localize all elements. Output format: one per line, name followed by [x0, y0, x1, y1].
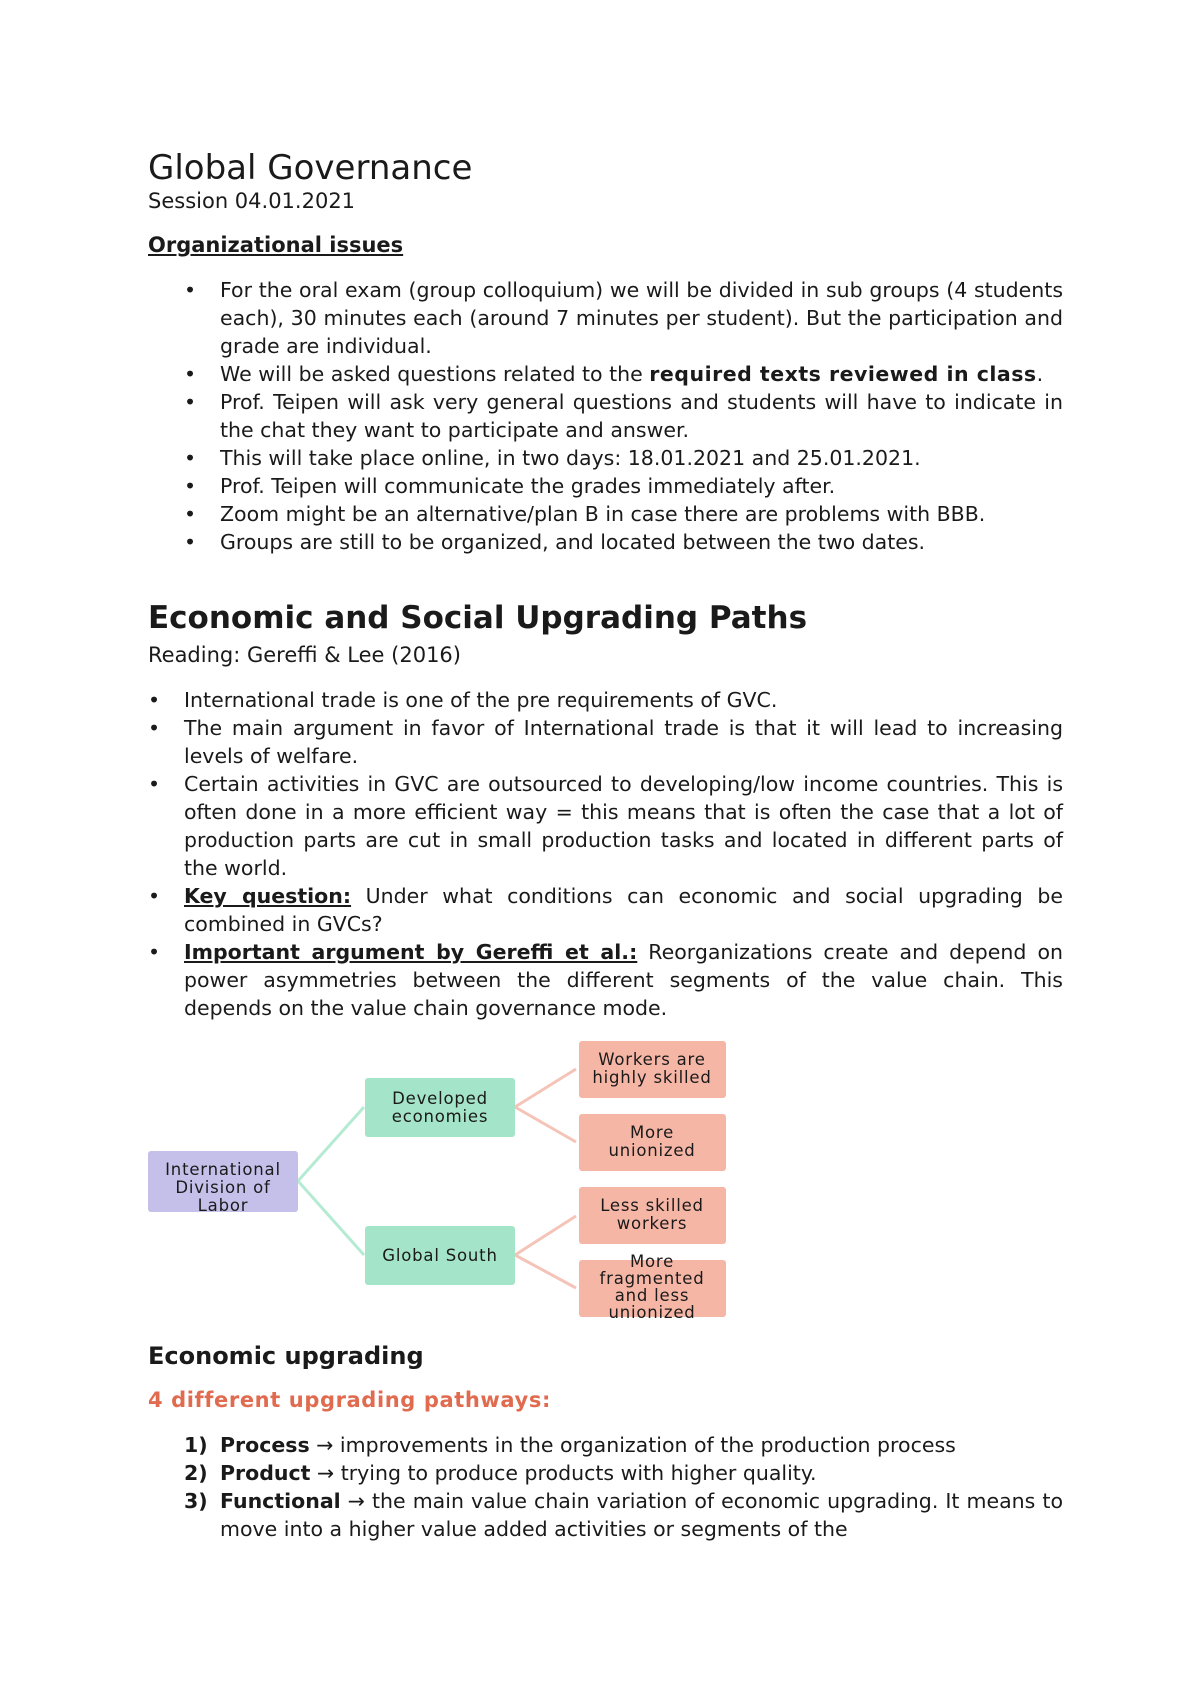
organizational-issues-heading: Organizational issues [148, 233, 404, 257]
leaf-node-line: More [629, 1252, 675, 1271]
leaf-node-line: fragmented [599, 1269, 705, 1288]
bullet-icon: • [148, 884, 161, 908]
leaf-node-line: workers [616, 1214, 688, 1233]
pathways-heading: 4 different upgrading pathways: [148, 1388, 551, 1412]
list-item: 3) Functional → the main value chain variation of economic upgrading. It means to move into a higher value added activities or segments of the [184, 1489, 1063, 1541]
upgrading-pathways-list [148, 1431, 1063, 1543]
bullet-icon: • [148, 688, 161, 712]
list-item: • Certain activities in GVC are outsourced to developing/low income countries. This is often done in a more efficient way = this means that is often the case that a lot of production parts are cut in small production tasks and located in different parts of the world. [148, 772, 1063, 880]
root-node-line: International [165, 1160, 281, 1179]
key-question-label: Key question: [184, 884, 352, 908]
list-item: • Prof. Teipen will communicate the grades immediately after. [184, 474, 836, 498]
root-node-line: Division of [175, 1178, 271, 1197]
list-item: • For the oral exam (group colloquium) we will be divided in sub groups (4 students each), 30 minutes each (around 7 minutes per student). But the participation and grade are individual. [184, 278, 1063, 358]
required-texts-emphasis: required texts reviewed in class [649, 362, 1037, 386]
connector-root-developed [298, 1107, 364, 1255]
leaf-node-line: Workers are [598, 1050, 706, 1069]
list-item: 1) Process → improvements in the organization of the production process [184, 1433, 956, 1457]
arrow-icon: → [316, 1461, 335, 1485]
bullet-icon: • [148, 940, 161, 964]
important-argument-label: Important argument by Gereffi et al.: [184, 940, 638, 964]
economic-upgrading-heading: Economic upgrading [148, 1342, 424, 1370]
list-item: • Groups are still to be organized, and located between the two dates. [184, 530, 926, 554]
bullet-icon: • [184, 530, 197, 554]
upgrading-paths-heading: Economic and Social Upgrading Paths [148, 600, 808, 636]
list-item: • Zoom might be an alternative/plan B in case there are problems with BBB. [184, 502, 986, 526]
leaf-node-less-skilled [579, 1187, 726, 1244]
bullet-icon: • [184, 446, 197, 470]
leaf-node-line: unionized [608, 1303, 696, 1322]
list-item: • This will take place online, in two days: 18.01.2021 and 25.01.2021. [184, 446, 921, 470]
bullet-icon: • [148, 772, 161, 796]
session-date: Session 04.01.2021 [148, 189, 356, 213]
bullet-icon: • [148, 716, 161, 740]
global-south-node [365, 1226, 515, 1285]
leaf-node-unionized [579, 1114, 726, 1171]
list-item: • Important argument by Gereffi et al.: Reorganizations create and depend on power asymmetries between the different segments of the value chain. This depends on the value chain governance mode. [148, 940, 1063, 1020]
bullet-icon: • [184, 390, 197, 414]
bullet-icon: • [184, 502, 197, 526]
connector-south-leaves [515, 1216, 576, 1288]
leaf-node-line: and less [614, 1286, 690, 1305]
developed-node-line: Developed [392, 1089, 488, 1108]
leaf-node-line: More [629, 1123, 675, 1142]
leaf-node-line: Less skilled [600, 1196, 704, 1215]
leaf-node-skilled [579, 1041, 726, 1098]
bullet-icon: • [184, 362, 197, 386]
leaf-node-line: highly skilled [592, 1068, 712, 1087]
upgrading-paths-list [148, 686, 1063, 1022]
connector-developed-leaves [515, 1069, 576, 1142]
list-item: • International trade is one of the pre requirements of GVC. [148, 688, 778, 712]
list-item: • We will be asked questions related to the required texts reviewed in class. [184, 362, 1044, 386]
bullet-icon: • [184, 278, 197, 302]
global-south-node-label: Global South [382, 1246, 498, 1265]
list-item: 2) Product → trying to produce products with higher quality. [184, 1461, 817, 1485]
root-node [148, 1151, 298, 1215]
developed-economies-node [365, 1078, 515, 1137]
bullet-icon: • [184, 474, 197, 498]
page-title: Global Governance [148, 148, 473, 188]
reading-reference: Reading: Gereffi & Lee (2016) [148, 643, 461, 667]
arrow-icon: → [316, 1433, 334, 1457]
developed-node-line: economies [391, 1107, 489, 1126]
list-item: • Key question: Under what conditions can economic and social upgrading be combined in GVCs? [148, 884, 1063, 936]
leaf-node-line: unionized [608, 1141, 696, 1160]
organizational-issues-list [148, 276, 1063, 556]
arrow-icon: → [347, 1489, 365, 1513]
root-node-line: Labor [197, 1196, 249, 1215]
list-item: • Prof. Teipen will ask very general questions and students will have to indicate in the chat they want to participate and answer. [184, 390, 1063, 442]
list-item: • The main argument in favor of International trade is that it will lead to increasing levels of welfare. [148, 716, 1063, 768]
leaf-node-fragmented [579, 1252, 726, 1322]
division-of-labor-diagram [146, 1035, 746, 1330]
